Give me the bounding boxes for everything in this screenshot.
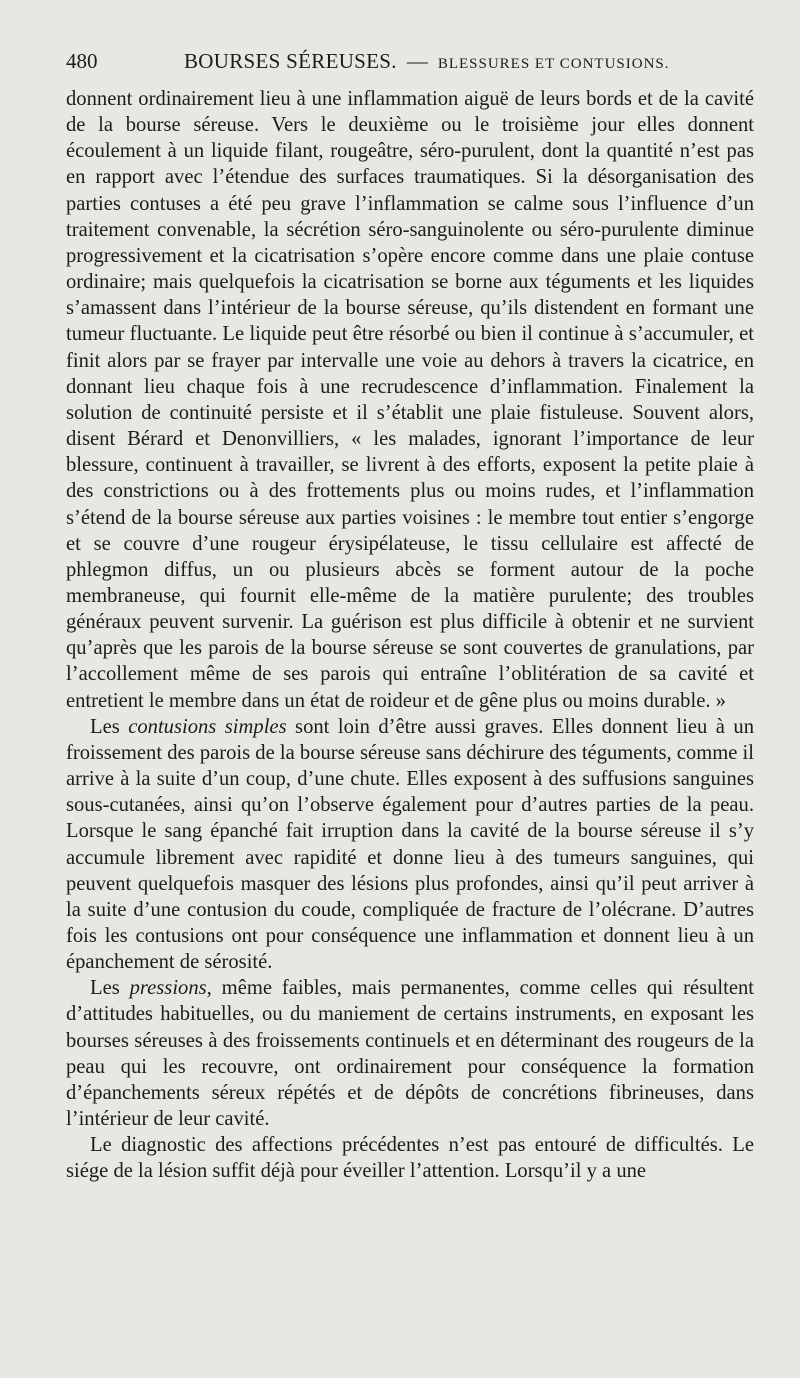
running-title: BOURSES SÉREUSES.	[184, 49, 397, 73]
paragraph-lead: Les	[90, 977, 130, 1000]
emphasis-term: pressions	[129, 977, 207, 1000]
paragraph-text: sont loin d’être aussi graves. Elles donnent lieu à un froissement des parois de la bourse séreuse sans déchirure des téguments, comme il arrive à la suite d’un coup, d’une chute. Elles exposent à des suffusions sanguines sous-cutanées, ainsi qu’on l’observe également pour d’autres parties de la peau. Lorsque le sang épanché fait irruption dans la cavité de la bourse séreuse il s’y accumule librement avec rapidité et donne lieu à des tumeurs sanguines, qui peuvent quelquefois masquer des lésions plus profondes, ainsi qu’il peut arriver à la suite d’une contusion du coude, compliquée de fracture de l’olécrane. D’autres fois les contusions ont pour conséquence une inflammation et donnent lieu à un épanchement de sérosité.	[66, 715, 754, 974]
running-subtitle: BLESSURES ET CONTUSIONS.	[437, 56, 670, 72]
paragraph-pressions	[66, 975, 754, 1132]
running-header	[66, 48, 754, 77]
paragraph-text: , même faibles, mais permanentes, comme celles qui résultent d’attitudes habituelles, ou du maniement de certains instruments, en exposant les bourses séreuses à des froissements continuels et en déterminant des rougeurs de la peau qui les recouvre, ont ordinairement pour conséquence la formation d’épanchements séreux répétés et de dépôts de concrétions fibrineuses, dans l’intérieur de leur cavité.	[66, 977, 754, 1131]
page-body	[66, 86, 754, 1185]
paragraph-lead: Les	[90, 715, 129, 738]
emphasis-term: contusions simples	[128, 715, 287, 738]
paragraph-contusions	[66, 714, 754, 976]
paragraph-diagnostic: Le diagnostic des affections précédentes n’est pas entouré de difficultés. Le siége de la lésion suffit déjà pour éveiller l’attention. Lorsqu’il y a une	[66, 1134, 754, 1183]
paragraph-continued: donnent ordinairement lieu à une inflammation aiguë de leurs bords et de la cavité de la bourse séreuse. Vers le deuxième ou le troisième jour elles donnent écoulement à un liquide filant, rougeâtre, séro-purulent, dont la quantité n’est pas en rapport avec l’étendue des surfaces traumatiques. Si la désorganisation des parties contuses a été peu grave l’inflammation se calme sous l’influence d’un traitement convenable, la sécrétion séro-sanguinolente ou séro-purulente diminue progressivement et la cicatrisation s’opère encore comme dans une plaie contuse ordinaire; mais quelquefois la cicatrisation se borne aux téguments et les liquides s’amassent dans l’intérieur de la bourse séreuse, qu’ils distendent en formant une tumeur fluctuante. Le liquide peut être résorbé ou bien il continue à s’accumuler, et finit alors par se frayer par intervalle une voie au dehors à travers la cicatrice, en donnant lieu chaque fois à une recrudescence d’inflammation. Finalement la solution de continuité persiste et il s’établit une plaie fistuleuse. Souvent alors, disent Bérard et Denonvilliers, « les malades, ignorant l’importance de leur blessure, continuent à travailler, se livrent à des efforts, exposent la petite plaie à des constrictions ou à des frottements plus ou moins rudes, et l’inflammation s’étend de la bourse séreuse aux parties voisines : le membre tout entier s’engorge et se couvre d’une rougeur érysipélateuse, le tissu cellulaire est affecté de phlegmon diffus, un ou plusieurs abcès se forment autour de la poche membraneuse, qui fournit elle-même de la matière purulente; des troubles généraux peuvent survenir. La guérison est plus difficile à obtenir et ne survient qu’après que les parois de la bourse séreuse se sont couvertes de granulations, par l’accollement même de ses parois qui entraîne l’oblitération de sa cavité et entretient le membre dans un état de roideur et de gêne plus ou moins durable. »	[66, 88, 754, 712]
page-number: 480	[66, 49, 98, 73]
title-separator: —	[406, 49, 428, 73]
